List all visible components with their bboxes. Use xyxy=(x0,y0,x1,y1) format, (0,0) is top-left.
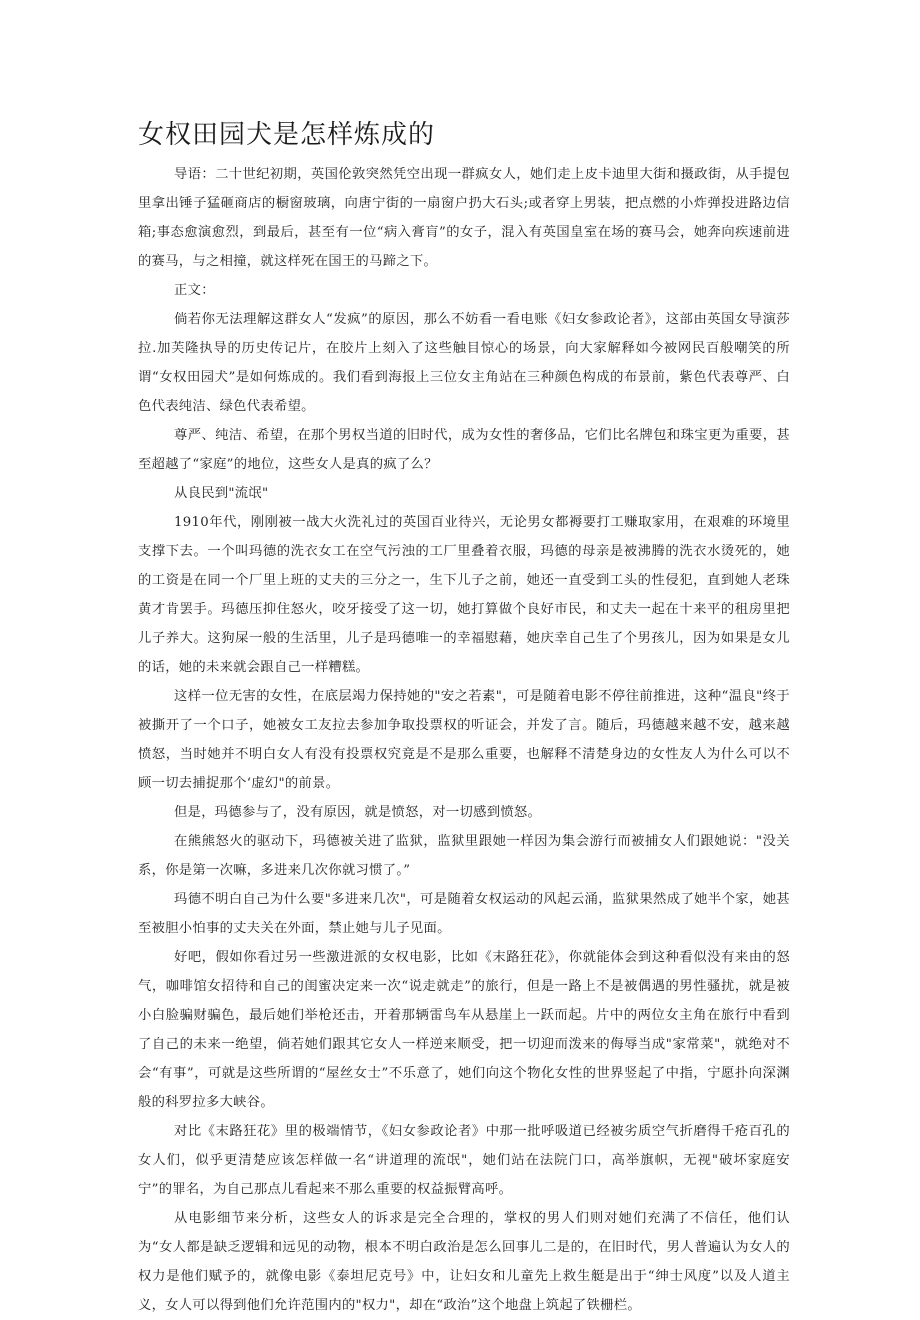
paragraph: 这样一位无害的女性，在底层竭力保持她的"安之若素"，可是随着电影不停往前推进，这种“温良"终于被撕开了一个口子，她被女工友拉去参加争取投票权的听证会，并发了言。随后，玛德越来越不安，越来越愤怒，当时她并不明白女人有没有投票权究竟是不是那么重要，也解释不清楚身边的女性友人为什么可以不顾一切去捕捉那个‘虚幻"的前景。 xyxy=(138,689,790,791)
paragraph-main-label: 正文： xyxy=(174,283,215,298)
paragraph: 玛德不明白自己为什么要"多进来几次"，可是随着女权运动的风起云涌，监狱果然成了她半个家，她甚至被胆小怕事的丈夫关在外面，禁止她与儿子见面。 xyxy=(138,892,790,936)
paragraph: 在熊熊怒火的驱动下，玛德被关进了监狱，监狱里跟她一样因为集会游行而被捕女人们跟她说："没关系，你是第一次嘛，多进来几次你就习惯了。” xyxy=(138,834,790,878)
paragraph: 但是，玛德参与了，没有原因，就是愤怒，对一切感到愤怒。 xyxy=(174,805,542,820)
paragraph: 对比《末路狂花》里的极端情节，《妇女参政论者》中那一批呼吸道已经被劣质空气折磨得千疮百孔的女人们，似乎更清楚应该怎样做一名“讲道理的流氓"，她们站在法院门口，高举旗帜，无视"破坏家庭安宁”的罪名，为自己那点儿看起来不那么重要的权益振臂高呼。 xyxy=(138,1124,790,1197)
document-body xyxy=(138,160,790,1320)
paragraph: 从电影细节来分析，这些女人的诉求是完全合理的，掌权的男人们则对她们充满了不信任，他们认为“女人都是缺乏逻辑和远见的动物，根本不明白政治是怎么回事儿二是的，在旧时代，男人普遍认为女人的权力是他们赋予的，就像电影《泰坦尼克号》中，让妇女和儿童先上救生艇是出于“绅士风度”以及人道主义，女人可以得到他们允许范围内的"权力"，却在“政治”这个地盘上筑起了铁栅栏。 xyxy=(138,1211,790,1313)
section-heading: 从良民到"流氓" xyxy=(174,486,269,501)
paragraph: 尊严、纯洁、希望，在那个男权当道的旧时代，成为女性的奢侈品，它们比名牌包和珠宝更为重要，甚至超越了“家庭”的地位，这些女人是真的疯了么？ xyxy=(138,428,790,472)
paragraph-intro: 导语：二十世纪初期，英国伦敦突然凭空出现一群疯女人，她们走上皮卡迪里大街和摄政街，从手提包里拿出锤子猛砸商店的橱窗玻璃，向唐宁街的一扇窗户扔大石头;或者穿上男装，把点燃的小炸弹投进路边信箱;事态愈演愈烈，到最后，甚至有一位“病入膏肓”的女子，混入有英国皇室在场的赛马会，她奔向疾速前进的赛马，与之相撞，就这样死在国王的马蹄之下。 xyxy=(138,167,790,269)
paragraph: 1910年代，刚刚被一战大火洗礼过的英国百业待兴，无论男女都褥要打工赚取家用，在艰难的环境里支撑下去。一个叫玛德的洗衣女工在空气污浊的工厂里叠着衣服，玛德的母亲是被沸腾的洗衣水烫死的，她的工资是在同一个厂里上班的丈夫的三分之一，生下儿子之前，她还一直受到工头的性侵犯，直到她人老珠黄才肯罢手。玛德压抑住怒火，咬牙接受了这一切，她打算做个良好市民，和丈夫一起在十来平的租房里把儿子养大。这狗屎一般的生活里，儿子是玛德唯一的幸福慰藉，她庆幸自己生了个男孩儿，因为如果是女儿的话，她的未来就会跟自己一样糟糕。 xyxy=(138,515,790,675)
document-title: 女权田园犬是怎样炼成的 xyxy=(138,120,436,150)
paragraph: 倘若你无法理解这群女人“发疯”的原因，那么不妨看一看电账《妇女参政论者》，这部由英国女导演莎拉.加芙隆执导的历史传记片，在胶片上刻入了这些触目惊心的场景，向大家解释如今被网民百般嘲笑的所谓“女权田园犬”是如何炼成的。我们看到海报上三位女主角站在三种颜色构成的布景前，紫色代表尊严、白色代表纯洁、绿色代表希望。 xyxy=(138,312,790,414)
paragraph: 好吧，假如你看过另一些激进派的女权电影，比如《末路狂花》，你就能体会到这种看似没有来由的怒气，咖啡馆女招待和自己的闺蜜决定来一次“说走就走”的旅行，但是一路上不是被偶遇的男性骚扰，就是被小白脸骗财骗色，最后她们举枪还击，开着那辆雷鸟车从悬崖上一跃而起。片中的两位女主角在旅行中看到了自己的未来一绝望，倘若她们跟其它女人一样逆来顺受，把一切迎而泼来的侮辱当成"家常菜"，就绝对不会“有事”，可就是这些所谓的“屋丝女士”不乐意了，她们向这个物化女性的世界竖起了中指，宁愿扑向深渊般的科罗拉多大峡谷。 xyxy=(138,950,790,1110)
